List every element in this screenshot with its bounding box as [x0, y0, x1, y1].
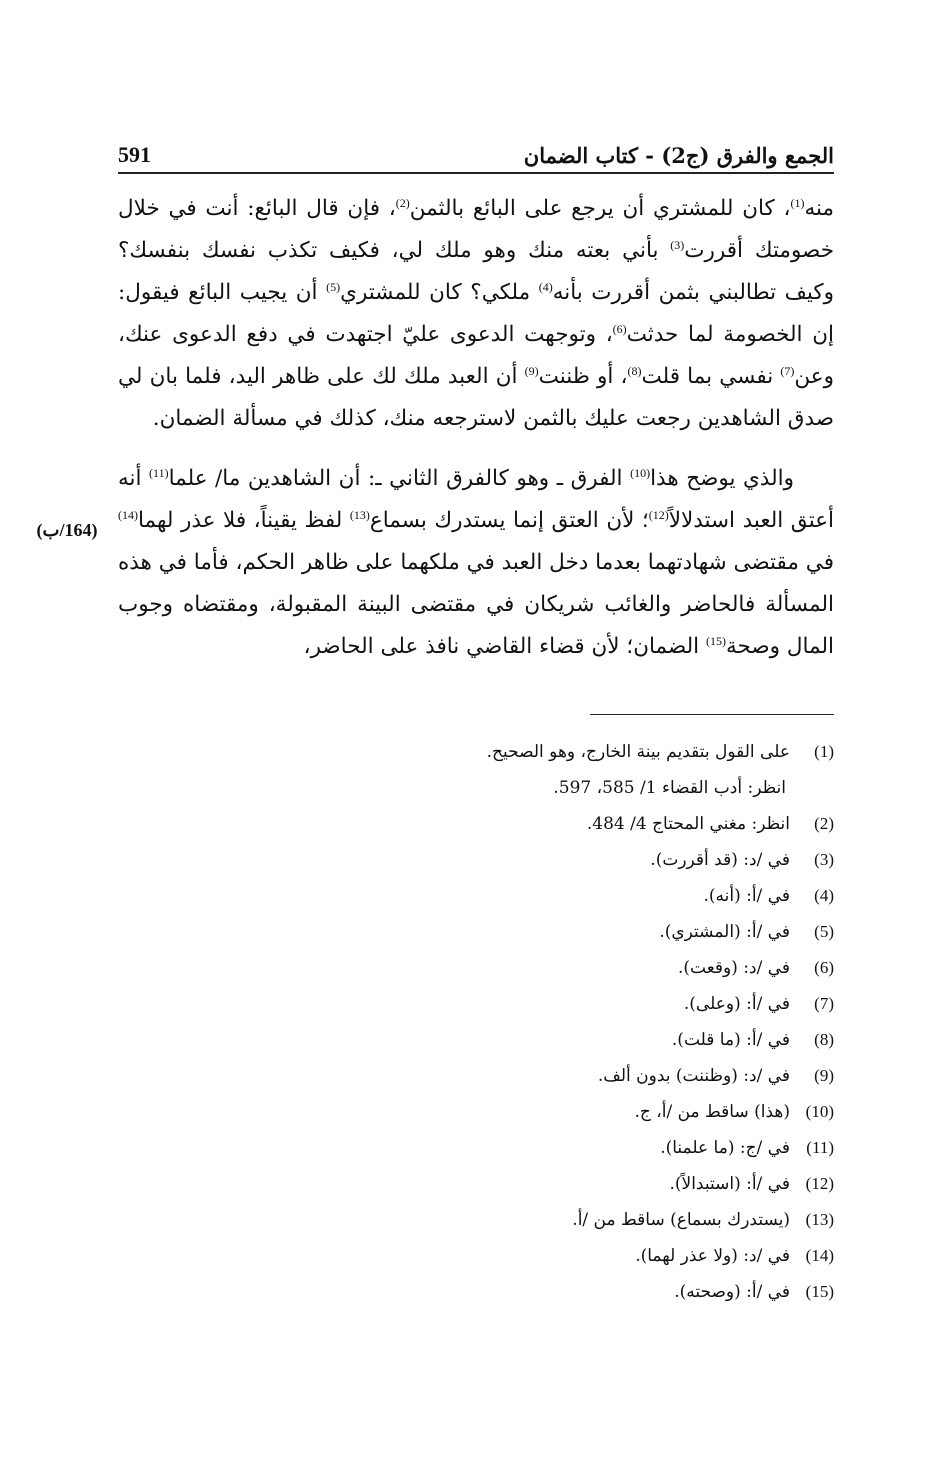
footnote [400, 950, 834, 986]
footnote-number: (3) [814, 850, 834, 869]
footnote-ref: (9) [524, 363, 539, 378]
text-segment: ، كان للمشتري أن يرجع على البائع بالثمن [409, 196, 791, 221]
footnote-ref: (7) [780, 363, 795, 378]
text-segment: ، فإن قال البائع: أنت في خلال خصومتك أقررت [118, 196, 834, 263]
footnote [400, 806, 834, 842]
footnote [400, 1094, 834, 1130]
footnote-number: (13) [805, 1210, 834, 1229]
text-segment: أن العبد ملك لك على ظاهر اليد، فلما بان لي صدق الشاهدين رجعت عليك بالثمن لاسترجعه منك، كذلك في مسألة الضمان. [118, 364, 834, 431]
footnote-text: في /أ: (استبدالاً). [669, 1174, 790, 1194]
footnote-ref: (14) [118, 507, 138, 522]
footnote [400, 734, 834, 770]
paragraph-2 [118, 458, 834, 668]
footnote [400, 1274, 834, 1310]
footnote-text: في /ج: (ما علمنا). [660, 1138, 790, 1158]
footnote-ref: (5) [326, 279, 341, 294]
text-segment: ، وتوجهت الدعوى عليّ اجتهدت في دفع الدعوى عنك، وعن [118, 322, 834, 389]
text-segment: الفرق ـ وهو كالفرق الثاني ـ: أن الشاهدين ما/ علما [168, 466, 631, 491]
footnote-ref: (3) [670, 237, 685, 252]
footnote [400, 1130, 834, 1166]
footnote-number: (1) [814, 742, 834, 761]
footnote-number: (8) [814, 1030, 834, 1049]
page-number: 591 [118, 142, 151, 167]
text-segment: لفظ يقيناً، فلا عذر لهما [138, 508, 350, 533]
footnote [400, 1166, 834, 1202]
text-segment: ملكي؟ كان للمشتري [340, 280, 539, 305]
footnote-ref: (6) [612, 321, 627, 336]
running-title: الجمع والفرق (ج2) - كتاب الضمان [523, 143, 834, 168]
footnote-text: (هذا) ساقط من /أ، ج. [634, 1102, 790, 1122]
footnote-text: في /د: (وقعت). [677, 958, 790, 978]
footnote-text: في /أ: (وعلى). [683, 994, 790, 1014]
footnote-ref: (1) [790, 195, 805, 210]
footnote-number: (7) [814, 994, 834, 1013]
footnote-ref: (15) [705, 633, 726, 648]
footnote-number: (6) [814, 958, 834, 977]
footnote-number: (5) [814, 922, 834, 941]
footnote-number: (14) [805, 1246, 834, 1265]
footnote [400, 1058, 834, 1094]
footnote-number: (15) [805, 1282, 834, 1301]
footnote-text: في /أ: (أنه). [703, 886, 790, 906]
footnote-ref: (12) [648, 507, 669, 522]
footnote-ref: (4) [538, 279, 553, 294]
text-segment: نفسي بما قلت [641, 364, 781, 389]
text-segment: ، أو ظننت [538, 364, 628, 389]
footnote-number: (11) [806, 1138, 834, 1157]
footnote [400, 986, 834, 1022]
footnote-text: في /أ: (ما قلت). [671, 1030, 790, 1050]
footnote [400, 1202, 834, 1238]
footnote [400, 1022, 834, 1058]
text-segment: بأني بعته منك وهو ملك لي، فكيف تكذب نفسك بنفسك؟ وكيف تطالبني بثمن أقررت بأنه [118, 238, 834, 305]
text-segment: والذي يوضح هذا [650, 466, 794, 491]
footnote-number: (2) [814, 814, 834, 833]
footnote-ref: (13) [349, 507, 370, 522]
paragraph-1 [118, 188, 834, 440]
footnote-number: (9) [814, 1066, 834, 1085]
footnote-ref: (2) [395, 195, 410, 210]
text-segment: الضمان؛ لأن قضاء القاضي نافذ على الحاضر، [303, 634, 706, 659]
running-header [118, 128, 834, 168]
footnote [400, 914, 834, 950]
footnote-number: (10) [805, 1102, 834, 1121]
footnote-text: انظر: مغني المحتاج 4/ 484. [586, 814, 790, 834]
text-segment: أن يجيب البائع فيقول: إن الخصومة لما حدثت [118, 280, 834, 347]
footnote-ref: (8) [627, 363, 642, 378]
manuscript-folio-note: (164/ب) [36, 520, 98, 540]
footnote [400, 878, 834, 914]
footnote-rule [590, 714, 834, 715]
text-segment: ؛ لأن العتق إنما يستدرك بسماع [369, 508, 649, 533]
text-segment: في مقتضى شهادتهما بعدما دخل العبد في ملكهما على ظاهر الحكم، فأما في هذه المسألة فالحاضر والغائب شريكان في مقتضى البينة المقبولة، ومقتضاه وجوب المال وصحة [118, 550, 834, 659]
footnote-text: في /أ: (وصحته). [674, 1282, 790, 1302]
text-segment: أنه أعتق العبد استدلالاً [118, 466, 834, 533]
header-rule [118, 172, 834, 174]
footnote-text: على القول بتقديم بينة الخارج، وهو الصحيح. [486, 742, 790, 762]
footnote-text: (يستدرك بسماع) ساقط من /أ. [572, 1210, 790, 1230]
footnote-text: في /أ: (المشتري). [659, 922, 790, 942]
main-text [118, 188, 834, 668]
footnote-number: (12) [805, 1174, 834, 1193]
footnote-text: في /د: (قد أقررت). [650, 850, 790, 870]
footnote-ref: (10) [630, 465, 651, 480]
footnote-number: (4) [814, 886, 834, 905]
footnotes [400, 734, 834, 1310]
footnote-ref: (11) [149, 465, 169, 480]
footnote-text: في /د: (ولا عذر لهما). [635, 1246, 790, 1266]
footnote [400, 842, 834, 878]
text-segment: منه [804, 196, 834, 221]
footnote-text: في /د: (وظننت) بدون ألف. [597, 1066, 790, 1086]
footnote [400, 1238, 834, 1274]
footnote-continuation: انظر: أدب القضاء 1/ 585، 597. [553, 778, 786, 798]
